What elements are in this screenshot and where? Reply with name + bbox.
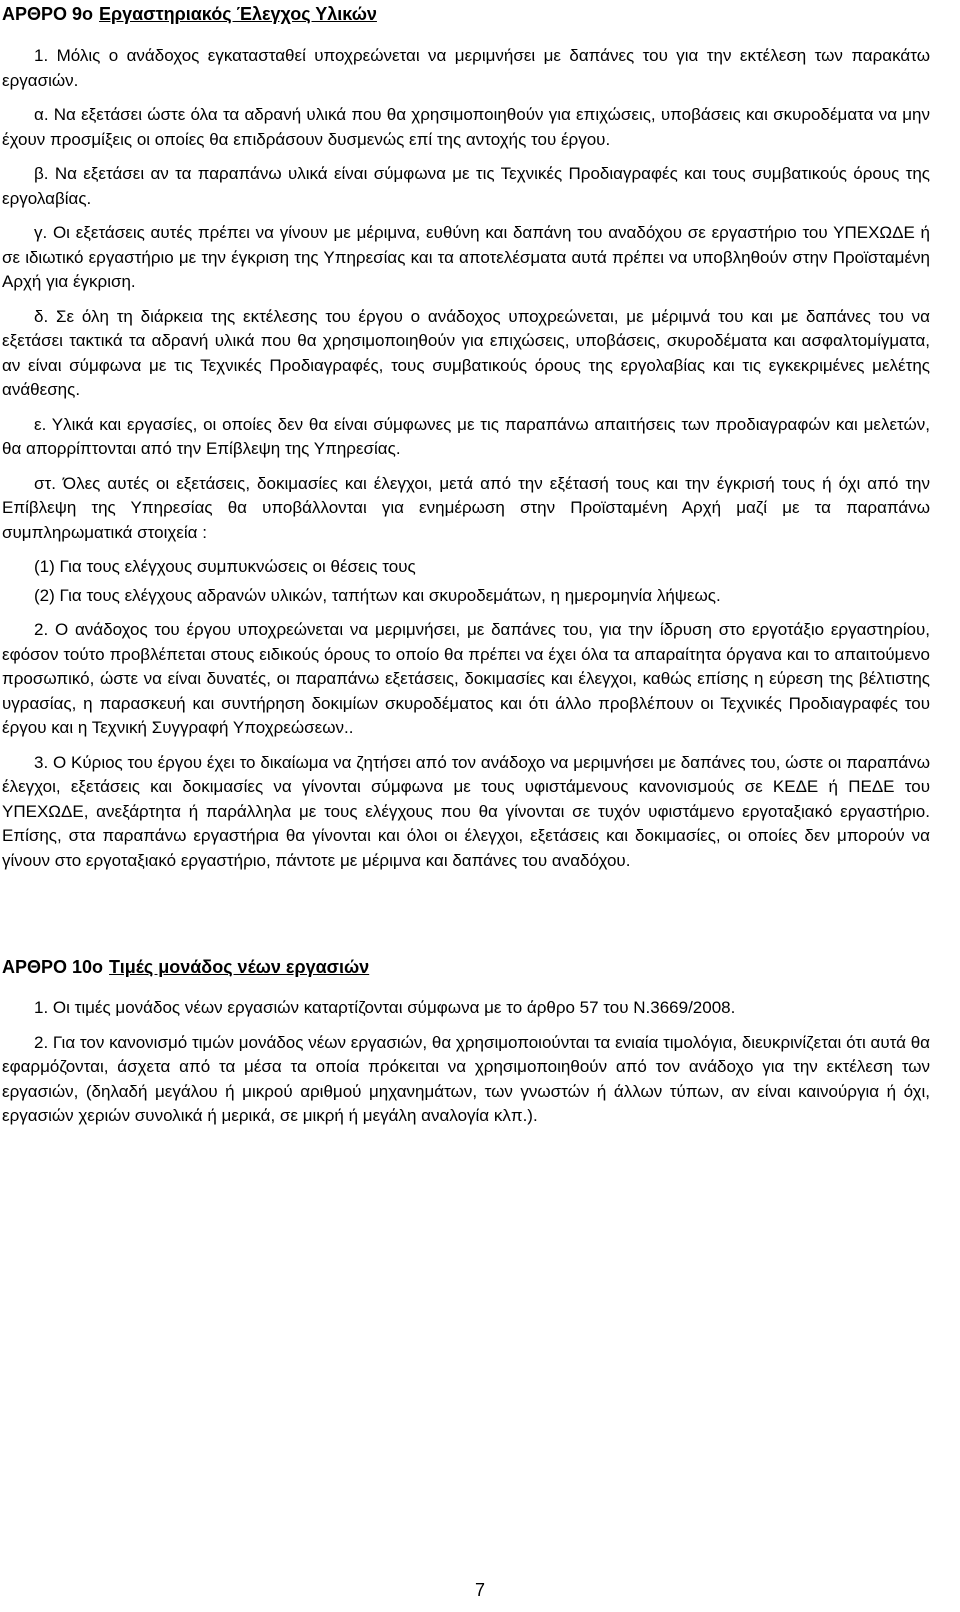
article-10-paragraph-2: 2. Για τον κανονισμό τιμών μονάδος νέων εργασιών, θα χρησιμοποιούνται τα ενιαία τιμολόγια, διευκρινίζεται ότι αυτά θα εφαρμόζονται, άσχετα από τα μέσα τα οποία πρόκειται να χρησιμοποιηθούν από τον ανάδοχο για την εκτέλεση των εργασιών, (δηλαδή μεγάλου ή μικρού αριθμού μηχανημάτων, των γνωστών ή άλλων τύπων, αν είναι καινούργια ή όχι, εργασιών χεριών συνολικά ή μερικά, σε μικρή ή μεγάλη αναλογία κλπ.). xyxy=(2,1032,930,1125)
article-9-paragraph-st: στ. Όλες αυτές οι εξετάσεις, δοκιμασίες και έλεγχοι, μετά από την εξέτασή τους και την έγκρισή τους ή όχι από την Επίβλεψη της Υπηρεσίας θα υποβάλλονται για ενημέρωση στην Προϊσταμένη Αρχή μαζί με τα παραπάνω συμπληρωματικά στοιχεία : xyxy=(2,473,930,542)
article-9-title: Εργαστηριακός Έλεγχος Υλικών xyxy=(99,4,377,24)
page-number: 7 xyxy=(474,1580,485,1600)
article-9-paragraph-a: α. Να εξετάσει ώστε όλα τα αδρανή υλικά που θα χρησιμοποιηθούν για επιχώσεις, υποβάσεις και σκυροδέματα να μην έχουν προσμίξεις οι οποίες θα επιδράσουν δυσμενώς επί της αντοχής του έργου. xyxy=(2,105,930,149)
article-9-paragraph-1: 1. Μόλις ο ανάδοχος εγκατασταθεί υποχρεώνεται να μεριμνήσει με δαπάνες του για την εκτέλεση των παρακάτω εργασιών. xyxy=(2,46,930,90)
article-9-heading xyxy=(2,2,930,26)
article-10-title: Τιμές μονάδος νέων εργασιών xyxy=(109,957,370,977)
article-9-paragraph-c: γ. Οι εξετάσεις αυτές πρέπει να γίνουν με μέριμνα, ευθύνη και δαπάνη του αναδόχου σε εργαστήριο του ΥΠΕΧΩΔΕ ή σε ιδιωτικό εργαστήριο με την έγκριση της Υπηρεσίας και τα αποτελέσματα αυτά πρέπει να υποβληθούν στην Προϊσταμένη Αρχή για έγκριση. xyxy=(2,223,930,291)
article-9-item-2: (2) Για τους ελέγχους αδρανών υλικών, ταπήτων και σκυροδεμάτων, η ημερομηνία λήψεως. xyxy=(34,585,721,605)
article-9-paragraph-3: 3. Ο Κύριος του έργου έχει το δικαίωμα να ζητήσει από τον ανάδοχο να μεριμνήσει με δαπάνες του, ώστε οι παραπάνω έλεγχοι, εξετάσεις και δοκιμασίες να γίνονται σύμφωνα με τους υφιστάμενους κανονισμούς σε ΚΕΔΕ ή ΠΕΔΕ του ΥΠΕΧΩΔΕ, ανεξάρτητα ή παράλληλα με τους ελέγχους που θα γίνονται σε τυχόν υφιστάμενο εργοταξιακό εργαστήριο. Επίσης, στα παραπάνω εργαστήρια θα γίνονται και όλοι οι έλεγχοι, εξετάσεις και δοκιμασίες, οι οποίες δεν μπορούν να γίνουν στο εργοταξιακό εργαστήριο, πάντοτε με μέριμνα και δαπάνες του αναδόχου. xyxy=(2,752,930,870)
article-9-paragraph-2: 2. Ο ανάδοχος του έργου υποχρεώνεται να μεριμνήσει, με δαπάνες του, για την ίδρυση στο εργοτάξιο εργαστηρίου, εφόσον τούτο προβλέπεται στους ειδικούς όρους το οποίο θα πρέπει να έχει όλα τα απαραίτητα όργανα και το απαιτούμενο προσωπικό, ώστε να είναι δυνατές, οι παραπάνω εξετάσεις, δοκιμασίες και έλεγχοι, καθώς επίσης η εύρεση της βέλτιστης υγρασίας, η παρασκευή και συντήρηση δοκιμίων σκυροδέματος και ότι άλλο προβλέπουν οι Τεχνικές Προδιαγραφές του έργου και η Τεχνική Συγγραφή Υποχρεώσεων.. xyxy=(2,620,930,737)
article-9-paragraph-d: δ. Σε όλη τη διάρκεια της εκτέλεσης του έργου ο ανάδοχος υποχρεώνεται, με μέριμνά του και με δαπάνες του να εξετάσει τακτικά τα αδρανή υλικά που θα χρησιμοποιηθούν για επιχώσεις, υποβάσεις, σκυροδέματα και ασφαλτομίγματα, αν είναι σύμφωνα με τις Τεχνικές Προδιαγραφές, τους συμβατικούς όρους της εργολαβίας και τις εγκεκριμένες μελέτης ανάθεσης. xyxy=(2,306,930,399)
article-10-number: ΑΡΘΡΟ 10ο xyxy=(2,957,104,977)
article-9-paragraph-b: β. Να εξετάσει αν τα παραπάνω υλικά είναι σύμφωνα με τις Τεχνικές Προδιαγραφές και τους συμβατικούς όρους της εργολαβίας. xyxy=(2,164,930,208)
article-9-number: ΑΡΘΡΟ 9ο xyxy=(2,4,94,24)
document-page xyxy=(2,0,930,1129)
article-9-item-1: (1) Για τους ελέγχους συμπυκνώσεις οι θέσεις τους xyxy=(34,557,416,576)
article-10-heading xyxy=(2,955,930,979)
article-10-paragraph-1: 1. Οι τιμές μονάδος νέων εργασιών καταρτίζονται σύμφωνα με το άρθρο 57 του Ν.3669/2008. xyxy=(34,998,736,1017)
article-9-paragraph-e: ε. Υλικά και εργασίες, οι οποίες δεν θα είναι σύμφωνες με τις παραπάνω απαιτήσεις των προδιαγραφών και μελετών, θα απορρίπτονται από την Επίβλεψη της Υπηρεσίας. xyxy=(2,414,930,458)
